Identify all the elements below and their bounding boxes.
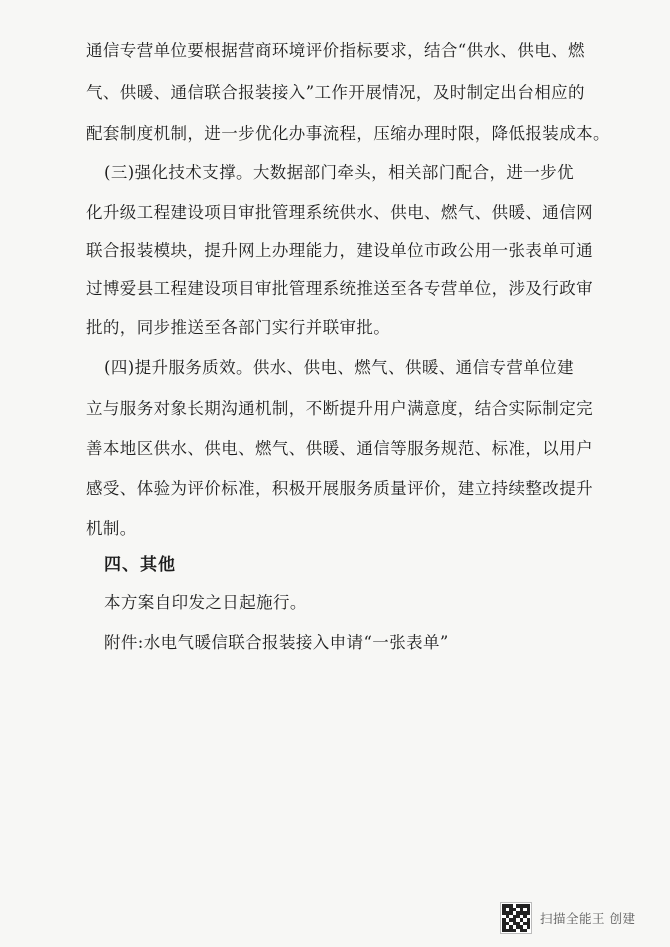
body-line: 立与服务对象长期沟通机制，不断提升用户满意度，结合实际制定完 xyxy=(86,399,593,418)
body-line: 联合报装模块，提升网上办理能力，建设单位市政公用一张表单可通 xyxy=(86,241,593,260)
body-line: 配套制度机制，进一步优化办事流程，压缩办理时限，降低报装成本。 xyxy=(86,124,610,143)
body-line: 感受、体验为评价标准，积极开展服务质量评价，建立持续整改提升 xyxy=(86,479,593,498)
body-line: 气、供暖、通信联合报装接入”工作开展情况，及时制定出台相应的 xyxy=(86,83,585,102)
closing-line: 本方案自印发之日起施行。 xyxy=(104,593,307,612)
watermark-text: 扫描全能王 创建 xyxy=(540,911,636,926)
qr-code-icon xyxy=(500,902,532,934)
body-line: (四)提升服务质效。供水、供电、燃气、供暖、通信专营单位建 xyxy=(104,358,574,377)
section-heading: 四、其他 xyxy=(104,555,176,575)
body-line: 化升级工程建设项目审批管理系统供水、供电、燃气、供暖、通信网 xyxy=(86,203,593,222)
attachment-line: 附件:水电气暖信联合报装接入申请“一张表单” xyxy=(104,633,449,652)
body-line: 机制。 xyxy=(86,519,137,538)
scanner-watermark xyxy=(500,900,635,936)
body-line: 善本地区供水、供电、燃气、供暖、通信等服务规范、标准，以用户 xyxy=(86,439,593,458)
body-line: (三)强化技术支撑。大数据部门牵头，相关部门配合，进一步优 xyxy=(104,163,574,182)
body-line: 批的，同步推送至各部门实行并联审批。 xyxy=(86,318,391,337)
body-line: 过博爱县工程建设项目审批管理系统推送至各专营单位，涉及行政审 xyxy=(86,279,593,298)
body-line: 通信专营单位要根据营商环境评价指标要求，结合“供水、供电、燃 xyxy=(86,41,585,60)
